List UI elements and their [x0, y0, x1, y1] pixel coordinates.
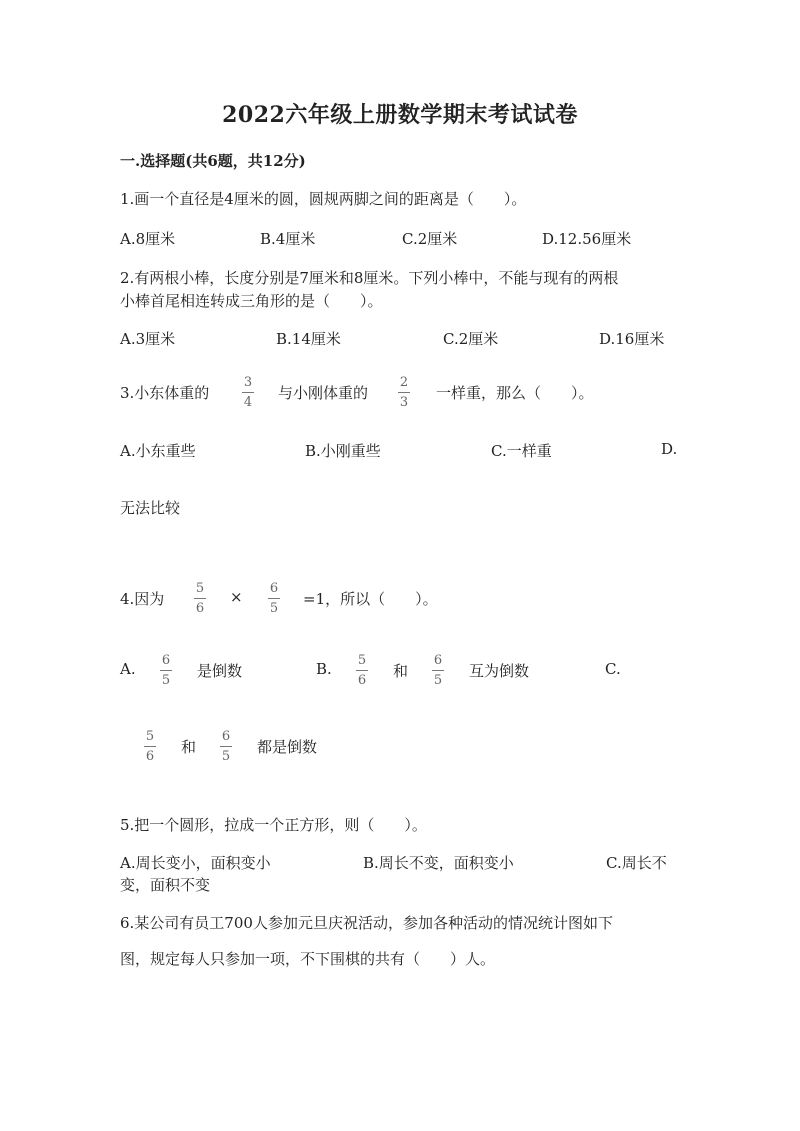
fraction-numerator: 5 — [195, 581, 205, 596]
fraction-numerator: 6 — [433, 653, 443, 668]
fraction-numerator: 6 — [221, 729, 231, 744]
question-1-option-d: D.12.56厘米 — [542, 230, 632, 248]
question-4-stem-part-1: 4.因为 — [120, 590, 165, 608]
question-2-stem-line-1: 2.有两根小棒，长度分别是7厘米和8厘米。下列小棒中，不能与现有的两根 — [120, 269, 619, 287]
fraction-denominator: 6 — [195, 601, 205, 616]
fraction — [242, 376, 254, 409]
fraction-denominator: 5 — [433, 673, 443, 688]
fraction-denominator: 5 — [161, 673, 171, 688]
question-6-stem-line-1: 6.某公司有员工700人参加元旦庆祝活动，参加各种活动的情况统计图如下 — [120, 914, 613, 932]
question-2-option-d: D.16厘米 — [599, 330, 665, 348]
question-4-option-c-label: C. — [605, 660, 621, 678]
question-3-stem-part-1: 3.小东体重的 — [120, 384, 210, 402]
fraction — [356, 654, 368, 687]
fraction-denominator: 6 — [145, 749, 155, 764]
question-4-option-c-text: 都是倒数 — [257, 738, 318, 756]
fraction-numerator: 5 — [145, 729, 155, 744]
question-2-option-c: C.2厘米 — [443, 330, 499, 348]
question-1-option-b: B.4厘米 — [260, 230, 316, 248]
fraction-bar — [194, 598, 206, 599]
fraction-denominator: 4 — [243, 395, 253, 410]
question-4-option-b-label: B. — [316, 660, 332, 678]
question-3-stem-part-3: 一样重，那么（ ）。 — [436, 384, 594, 402]
question-4-option-a-label: A. — [120, 660, 136, 678]
question-4-option-a-text: 是倒数 — [197, 662, 243, 680]
question-5-option-c-line-2: 变，面积不变 — [120, 876, 211, 894]
question-5-option-a: A.周长变小，面积变小 — [120, 854, 271, 872]
question-4-option-b-text: 互为倒数 — [469, 662, 530, 680]
question-6-stem-line-2: 图，规定每人只参加一项，不下围棋的共有（ ）人。 — [120, 950, 496, 968]
fraction — [160, 654, 172, 687]
question-4-stem-part-2: =1，所以（ ）。 — [303, 590, 438, 608]
question-3-option-a: A.小东重些 — [120, 442, 196, 460]
fraction-numerator: 6 — [269, 581, 279, 596]
fraction-numerator: 3 — [243, 375, 253, 390]
question-5-option-c-line-1: C.周长不 — [606, 854, 667, 872]
fraction-denominator: 5 — [269, 601, 279, 616]
question-5-stem: 5.把一个圆形，拉成一个正方形，则（ ）。 — [120, 816, 427, 834]
question-3-option-c: C.一样重 — [491, 442, 552, 460]
fraction — [268, 582, 280, 615]
question-1-stem: 1.画一个直径是4厘米的圆，圆规两脚之间的距离是（ ）。 — [120, 190, 527, 208]
question-4-option-b-and: 和 — [393, 662, 409, 680]
section-heading: 一.选择题(共6题，共12分) — [120, 152, 306, 170]
fraction-bar — [356, 670, 368, 671]
fraction-bar — [432, 670, 444, 671]
fraction — [432, 654, 444, 687]
multiply-sign: × — [230, 588, 243, 606]
question-3-option-d-label: D. — [661, 440, 678, 458]
fraction-numerator: 5 — [357, 653, 367, 668]
question-1-option-c: C.2厘米 — [402, 230, 458, 248]
question-3-option-d-text: 无法比较 — [120, 499, 181, 517]
fraction-denominator: 6 — [357, 673, 367, 688]
fraction-denominator: 5 — [221, 749, 231, 764]
question-3-stem-part-2: 与小刚体重的 — [278, 384, 369, 402]
question-4-option-c-and: 和 — [181, 738, 197, 756]
fraction-numerator: 6 — [161, 653, 171, 668]
page-title: 2022六年级上册数学期末考试试卷 — [222, 102, 578, 128]
fraction-bar — [144, 746, 156, 747]
question-5-option-b: B.周长不变，面积变小 — [363, 854, 514, 872]
fraction-bar — [242, 392, 254, 393]
fraction-bar — [220, 746, 232, 747]
question-2-option-a: A.3厘米 — [120, 330, 176, 348]
fraction — [194, 582, 206, 615]
fraction — [220, 730, 232, 763]
fraction — [144, 730, 156, 763]
question-2-stem-line-2: 小棒首尾相连转成三角形的是（ ）。 — [120, 292, 383, 310]
fraction-bar — [268, 598, 280, 599]
fraction — [398, 376, 410, 409]
question-3-option-b: B.小刚重些 — [305, 442, 381, 460]
question-2-option-b: B.14厘米 — [276, 330, 341, 348]
fraction-denominator: 3 — [399, 395, 409, 410]
fraction-bar — [160, 670, 172, 671]
fraction-numerator: 2 — [399, 375, 409, 390]
fraction-bar — [398, 392, 410, 393]
question-1-option-a: A.8厘米 — [120, 230, 176, 248]
